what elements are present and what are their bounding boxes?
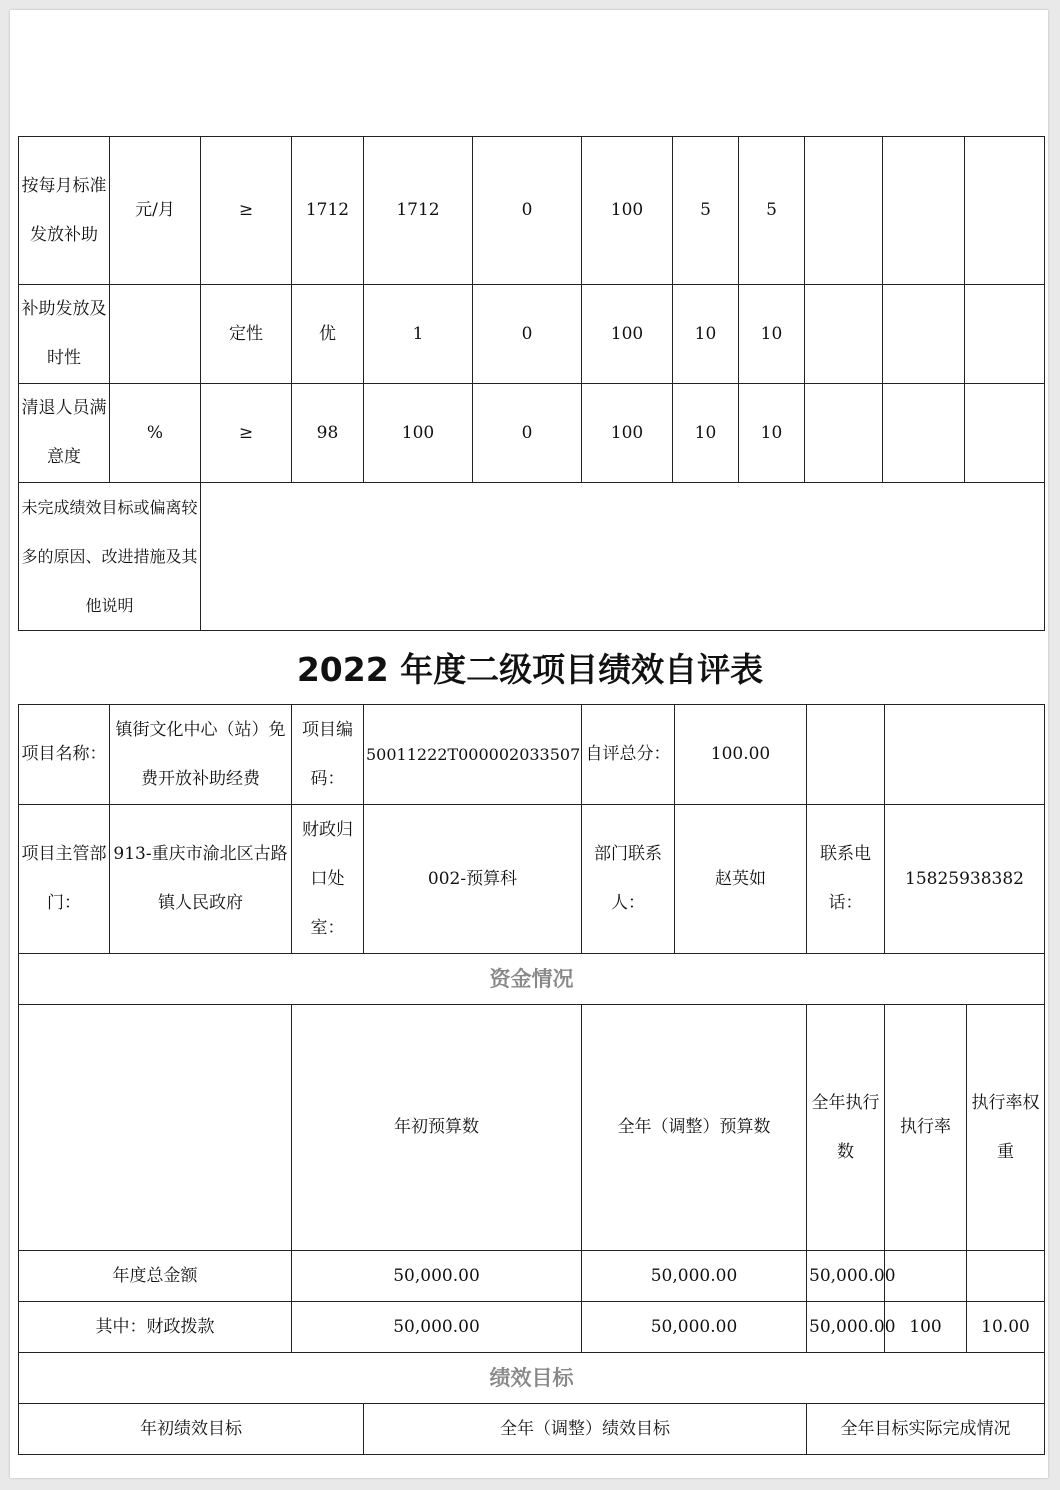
empty-cell [805,285,883,384]
funds-initial-value: 50,000.00 [292,1302,582,1353]
empty-cell [805,384,883,483]
empty-cell [883,285,965,384]
project-name-label: 项目名称： [19,705,110,805]
empty-cell [965,137,1045,285]
table-row [19,1251,1045,1302]
table-row [19,805,1045,954]
funds-rate-value: 100 [885,1302,967,1353]
self-evaluation-table [18,704,1045,1455]
department-label: 项目主管部门： [19,805,110,954]
indicator-deviation: 0 [473,285,582,384]
table-row [19,1302,1045,1353]
table-row [19,954,1045,1005]
table-row [19,137,1045,285]
indicator-rate: 100 [582,285,673,384]
performance-section-title: 绩效目标 [19,1353,1045,1404]
department-value: 913-重庆市渝北区古路镇人民政府 [110,805,292,954]
indicator-name: 按每月标准发放补助 [19,137,110,285]
indicator-operator: ≥ [201,384,292,483]
indicator-weight: 10 [673,384,739,483]
funds-rate-weight-value [967,1251,1045,1302]
phone-value: 15825938382 [885,805,1045,954]
indicator-unit: 元/月 [110,137,201,285]
indicator-actual: 100 [364,384,473,483]
empty-cell [805,137,883,285]
funds-row-label: 其中：财政拨款 [19,1302,292,1353]
table-row [19,384,1045,483]
funds-row-label: 年度总金额 [19,1251,292,1302]
self-score-label: 自评总分： [582,705,675,805]
funds-rate-value [885,1251,967,1302]
funds-header-initial: 年初预算数 [292,1005,582,1251]
indicator-unit: % [110,384,201,483]
indicator-table [18,136,1045,631]
empty-cell [883,384,965,483]
indicator-unit [110,285,201,384]
funds-section-title: 资金情况 [19,954,1045,1005]
funds-header-rate: 执行率 [885,1005,967,1251]
indicator-score: 10 [739,285,805,384]
indicator-target: 98 [292,384,364,483]
funds-adjusted-value: 50,000.00 [582,1251,807,1302]
indicator-weight: 10 [673,285,739,384]
form-title: 2022 年度二级项目绩效自评表 [296,650,764,689]
indicator-rate: 100 [582,137,673,285]
remark-value [201,483,1045,631]
finance-office-label: 财政归口处室： [292,805,364,954]
performance-actual-header: 全年目标实际完成情况 [807,1404,1045,1455]
funds-header-executed: 全年执行数 [807,1005,885,1251]
funds-header-rate-weight: 执行率权重 [967,1005,1045,1251]
indicator-weight: 5 [673,137,739,285]
project-code-value: 50011222T000002033507 [364,705,582,805]
indicator-score: 5 [739,137,805,285]
phone-label: 联系电话： [807,805,885,954]
indicator-name: 补助发放及时性 [19,285,110,384]
funds-executed-value: 50,000.00 [807,1302,885,1353]
finance-office-value: 002-预算科 [364,805,582,954]
empty-cell [885,705,1045,805]
funds-header-blank [19,1005,292,1251]
table-row [19,1404,1045,1455]
indicator-actual: 1 [364,285,473,384]
indicator-operator: ≥ [201,137,292,285]
empty-cell [807,705,885,805]
indicator-rate: 100 [582,384,673,483]
indicator-target: 1712 [292,137,364,285]
indicator-deviation: 0 [473,384,582,483]
empty-cell [883,137,965,285]
empty-cell [965,285,1045,384]
remark-label: 未完成绩效目标或偏离较多的原因、改进措施及其他说明 [19,483,201,631]
table-row [19,483,1045,631]
performance-initial-header: 年初绩效目标 [19,1404,364,1455]
indicator-actual: 1712 [364,137,473,285]
funds-adjusted-value: 50,000.00 [582,1302,807,1353]
contact-label: 部门联系人： [582,805,675,954]
self-score-value: 100.00 [675,705,807,805]
indicator-name: 清退人员满意度 [19,384,110,483]
funds-initial-value: 50,000.00 [292,1251,582,1302]
performance-adjusted-header: 全年（调整）绩效目标 [364,1404,807,1455]
indicator-deviation: 0 [473,137,582,285]
empty-cell [965,384,1045,483]
indicator-score: 10 [739,384,805,483]
table-row [19,705,1045,805]
contact-value: 赵英如 [675,805,807,954]
funds-rate-weight-value: 10.00 [967,1302,1045,1353]
table-row [19,285,1045,384]
indicator-target: 优 [292,285,364,384]
table-row [19,1353,1045,1404]
funds-executed-value: 50,000.00 [807,1251,885,1302]
table-row [19,1005,1045,1251]
project-code-label: 项目编码： [292,705,364,805]
project-name-value: 镇街文化中心（站）免费开放补助经费 [110,705,292,805]
funds-header-adjusted: 全年（调整）预算数 [582,1005,807,1251]
indicator-operator: 定性 [201,285,292,384]
